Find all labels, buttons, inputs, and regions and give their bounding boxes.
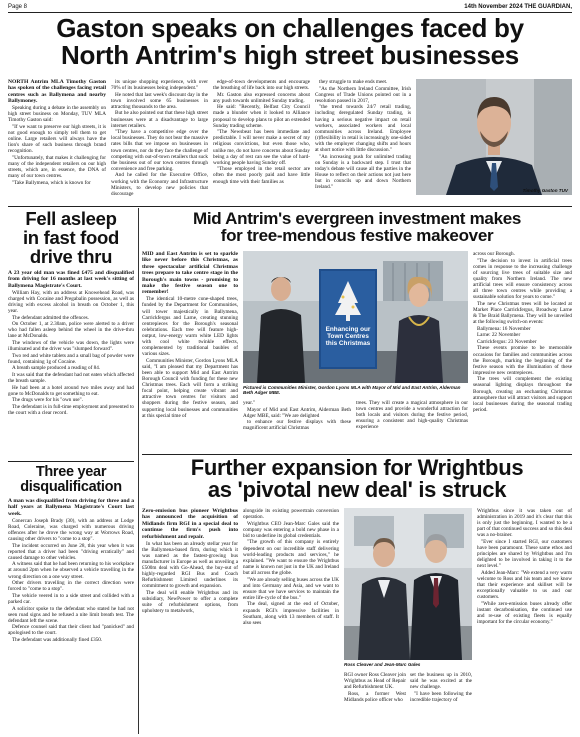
- paragraph: A witness said that he had been returning to his workplace at around 2pm when he observed a vehicle travelling in the wrong direction on a one way street.: [8, 561, 134, 580]
- story-lead: NORTH Antrim MLA Timothy Gaston has spoken of the challenges facing retail centres such as Ballymena and nearby Ballymoney.: [8, 79, 106, 105]
- issue-date: 14th November 2024 THE GUARDIAN,: [464, 4, 572, 10]
- paragraph: These events promise to be memorable occasions for families and communities across the Borough, marking the beginning of the festive season with the illumination of these impressive new centrepieces.: [473, 345, 572, 376]
- paragraph: Ballymena: 16 November: [477, 325, 531, 332]
- paragraph: "An increasing push for unlimited trading on Sunday is a backward step. I trust that today's debate will cause all the parties in the House to reflect on their actions not just here but in councils up and down Northern Ireland.": [315, 153, 411, 191]
- story1-col1: [8, 79, 106, 203]
- column-divider: [138, 208, 139, 734]
- left-divider: [8, 461, 134, 462]
- paragraph: "the trend towards 24/7 retail trading, including deregulated Sunday trading, is having a serious negative impact on retail workers, associated workers and local communities across Ireland. Employee (r)flexibility in retail is increasingly one-sided with the employer changing shifts and hours at short notice with little discussion.": [315, 104, 411, 154]
- paragraph: It was said that the defendant had not eaten which affected the breath sample.: [8, 371, 134, 385]
- paragraph: A breath sample produced a reading of 84.: [12, 365, 101, 372]
- paragraph: "While zero-emission buses already offer instant decarbonisation, the continued use and re-use of existing fleets is equally important for the circular economy.": [477, 600, 572, 626]
- story-lead: A man was disqualified from driving for three and a half years at Ballymena Magistrate's Court last week.: [8, 498, 134, 517]
- paragraph: A solicitor spoke to the defendant who stated he had not seen road signs and he refused a nite limit breath test. The defendant left the scene.: [8, 605, 134, 624]
- gaston-photo: [416, 79, 572, 195]
- headline-line: disqualification: [20, 479, 122, 496]
- headline-line: in fast food: [22, 226, 120, 248]
- paragraph: The vehicle veered in to a side street and collided with a parked car.: [8, 592, 134, 605]
- headline-gaston: [8, 15, 572, 68]
- paragraph: The defendant was additionally fined £350.: [12, 637, 103, 643]
- paragraph: "I have been following the incredible trajectory of: [410, 690, 472, 703]
- headline-line: North Antrim's high street businesses: [61, 39, 519, 70]
- people-with-banner-image: [243, 251, 468, 383]
- headline-three-year: [8, 465, 134, 495]
- paragraph: "The decision to invest in artificial trees comes in response to the increasing challenge of sourcing live trees of suitable size and quality from Northern Ireland. The new artificial trees will ensure consistency across all three town centres while providing a sustainable solution for years to come.": [473, 257, 572, 301]
- paragraph: Speaking during a debate in the assembly on high street business on Monday, TUV MLA Timothy Gaston said:: [8, 105, 106, 124]
- story-lead: Zero-emission bus pioneer Wrightbus has announced the acquisition of Midlands firm RGI in a special deal to continue the firm's push into refurbishment and repair.: [142, 508, 238, 540]
- wrightbus-photo-caption: Ross Cleaver and Jean-Marc Gales: [344, 662, 421, 667]
- paragraph: The defendant is in full-time employment and presented to the court with a clear record.: [8, 403, 134, 416]
- paragraph: He noted that last week's discount day in the town involved some 65 businesses in attracting thousands to the area.: [111, 91, 208, 110]
- story4-col3: [356, 400, 468, 452]
- christmas-photo: [243, 251, 468, 383]
- paragraph: The windows of the vehicle was down, the lights were illuminated and the driver was "slumped forward".: [8, 339, 134, 353]
- paragraph: Other drivers travelling in the correct direction were forced to "come to a stop".: [8, 580, 134, 593]
- paragraph: On October 1, at 2.30am, police were alerted to a driver who had fallen asleep behind the wheel in the drive-thru lane at McDonalds.: [8, 321, 134, 340]
- paragraph: The defendant admitted the offences.: [12, 314, 89, 321]
- photo-caption: Timothy Gaston TUV: [522, 187, 568, 193]
- paragraph: Conercan Joseph Brady (30), with an address at Lodge Road, Coleraine, was charged with numerous driving offences after he drove the wrong way at Worrows Road, causing other drivers to "come to a stop".: [8, 517, 134, 542]
- paragraph: "If we want to preserve our high streets, it is not good enough to simply tell them to get online. Large retailers will always have the lion's share of such business through brand recognition.: [8, 123, 106, 155]
- story-lead: MID and East Antrim is set to sparkle like never before this Christmas, as three spectacular artificial Christmas trees prepare to take centre stage in the Borough's main towns - promising to make the festive season one to remember!: [142, 251, 238, 296]
- headline-fell-asleep: [8, 210, 134, 267]
- paragraph: Larne: 22 November: [477, 332, 521, 339]
- paragraph: "Unfortunately, that makes it challenging for many of the independent retailers on our high streets, which are, in essence, the DNA of many of our town centres.: [8, 154, 106, 180]
- headline-line: for tree-mendous festive makeover: [220, 226, 494, 246]
- story1-col2: [111, 79, 208, 203]
- paragraph: its unique shopping experience, with over 70% of its businesses being independent.": [111, 79, 208, 92]
- paragraph: Two red and white tablets and a small bag of powder were found, containing 1g of Cocaine.: [8, 352, 134, 365]
- headline-line: Further expansion for Wrightbus: [190, 455, 524, 480]
- story4-col2: [243, 400, 351, 452]
- paragraph: "Take Ballymena, which is known for: [12, 179, 91, 186]
- paragraph: "Ever since I started RGI, our customers have been paramount. These same ethos and principles are shared by Wrightbus and I'm delighted to be involved in taking it to the next level.": [477, 538, 572, 570]
- paragraph: Wrightbus since it was taken out of administration in 2019 and it's clear that this is only just the beginning. I wanted to be a part of that continued success and so this deal was a no-brainer.: [477, 508, 572, 539]
- paragraph: Added Jean-Marc: "We extend a very warm welcome to Ross and his team and we know that their experience and skillset will be exceptionally valuable to us and our customers.: [477, 569, 572, 601]
- paragraph: And he called for the Executive Office, working with the Economy and Infrastructure Ministers, to develop new policies that discourage: [111, 172, 208, 197]
- headline-mid-antrim: [142, 210, 572, 245]
- paragraph: across our Borough.: [473, 251, 515, 257]
- story5-col3: [344, 672, 406, 734]
- paragraph: He had been at a hotel around two miles away and had gone to McDonalds to get something to eat.: [8, 384, 134, 397]
- paragraph: The deal, signed at the end of October, expands RGI's impressive facilities in Southam, along with 13 members of staff. It also sees: [243, 601, 339, 626]
- story1-col3: [213, 79, 310, 203]
- paragraph: In what has been an already stellar year for the Ballymena-based firm, during which it was named as the fastest-growing bus manufacturer in Europe as well as unveiling a £500m deal with Go-Ahead, the buy-out of highly-regarded RGI Bus and Coach Refurbishment Limited underlines its commitment to growth and expansion.: [142, 540, 238, 590]
- paragraph: set the business up in 2010, said he was excited at the new challenge.: [410, 672, 472, 691]
- paragraph: William Hay, with an address at Knowehead Road, was charged with Cocaine and Pregabalin possession, as well as driving with excess alcohol in breath on October 1, this year.: [8, 289, 134, 314]
- paragraph: But he also pointed out that these high street businesses were at a disadvantage to large internet retailers.: [111, 110, 208, 129]
- paragraph: "The growth of this company is entirely dependent on our incredible staff delivering world-leading products and services," he explained. "We want to ensure the Wrightbus name is known not just in the UK and Ireland but all across the globe.: [243, 539, 339, 576]
- paragraph: "Those employed in the retail sector are often the most poorly paid and have little enough time with their families as: [213, 166, 310, 185]
- two-men-image: [344, 508, 472, 660]
- paragraph: The new Christmas trees will be located at Market Place Carrickfergus, Broadway Larne & The Braid Ballymena. They will be unveiled at the following switch-on events:: [473, 300, 572, 326]
- headline-line: drive thru: [29, 245, 113, 267]
- headline-line: Three year: [35, 464, 107, 480]
- paragraph: "They have a competitive edge over the local businesses. They do not bear the massive rates bills that we impose on businesses in town centres, nor do they face the challenge of competing with out-of-town retailers that suck the business out of our town centres through convenience and free parking.: [111, 129, 208, 172]
- paragraph: "The Newsbeat has been immediate and predictable. I will never make a secret of my religious convictions, but even those who, unlike me, do not have concerns about Sunday being a day of rest can see the value of hard-working people having Sunday off.: [213, 129, 310, 166]
- paragraph: alongside its existing powertrain conversion operation.: [243, 508, 339, 521]
- story5-col4: [410, 672, 472, 734]
- paragraph: Mayor of Mid and East Antrim, Alderman Beth Adger MBE, said: "We are delighted: [243, 406, 351, 419]
- headline-line: Fell asleep: [25, 208, 117, 229]
- story3-body: [8, 498, 134, 734]
- paragraph: Wrightbus CEO Jean-Marc Gales said the company was entering a bold new phase in a bid to underline its global credentials.: [243, 520, 339, 539]
- story5-col5: [477, 508, 572, 734]
- paragraph: Mr. Gaston also expressed concerns about any push towards unlimited Sunday trading.: [213, 91, 310, 104]
- headline-line: Mid Antrim's evergreen investment makes: [192, 209, 522, 228]
- paragraph: Carrickfergus: 23 November: [477, 338, 537, 345]
- headline-line: Gaston speaks on challenges faced by: [56, 13, 524, 43]
- story2-body: [8, 270, 134, 458]
- paragraph: He said: "Recently, Belfast City Council made a blunder when it looked to Alliance proposal to develop plans to pilot an extended Sunday trading scheme.: [213, 104, 310, 129]
- paragraph: to enhance our festive displays with these magnificent artificial Christmas: [243, 419, 351, 432]
- portrait-image: [416, 79, 572, 195]
- story5-col1: [142, 508, 238, 734]
- paragraph: they struggle to make ends meet.: [319, 79, 388, 85]
- page-number: Page 8: [8, 4, 28, 10]
- paragraph: The identical 10-metre cone-shaped trees, funded by the Department for Communities, will tower majestically in Ballymena, Carrickfergus and Larne, creating stunning centrepieces for the Borough's seasonal celebrations. Each tree will feature high-output, low-energy warm white LED lights with cool white twinkle effects, complemented by traditional baubles of various sizes.: [142, 296, 238, 358]
- christmas-photo-caption: Pictured is Communities Minister, Gordon Lyons MLA with Mayor of Mid and East Antrim, Alderman Beth Adger MBE.: [243, 385, 461, 396]
- story-lead: A 23 year old man was fined £475 and disqualified from driving for 16 months at last week's sitting of Ballymena Magistrate's Court.: [8, 270, 134, 289]
- paragraph: "We are already selling buses across the UK and into Germany and Asia, and we want to ensure that we have services to maintain the entire life-cycle of the bus.": [243, 576, 339, 601]
- story5-col2: [243, 508, 339, 734]
- paragraph: Communities Minister, Gordon Lyons MLA said, "I am pleased that my Department has been able to support Mid and East Antrim Borough Council with funding for these new Christmas trees. Each will form a striking focal point, helping create vibrant and attractive town centres for visitors and shoppers during the festive season, and supporting local businesses and communities at this special time of: [142, 357, 238, 419]
- banner-text: Enhancing our Town Centres this Christmas: [325, 326, 371, 348]
- story1-col4: [315, 79, 411, 203]
- section-rule: [8, 206, 572, 207]
- story4-col1: [142, 251, 238, 451]
- paragraph: RGI owner Ross Cleaver join Wrightbus as Head of Repair and Refurbishment UK.: [344, 672, 406, 691]
- paragraph: The drugs were for his "own use".: [12, 397, 83, 404]
- wrightbus-photo: [344, 508, 472, 660]
- headline-line: as 'pivotal new deal' is struck: [207, 477, 507, 503]
- paragraph: Defence counsel said that their client had "panicked" and apologised to the court.: [8, 624, 134, 637]
- paragraph: Ross, a former West Midlands police officer who: [344, 690, 406, 703]
- paragraph: year.": [243, 400, 256, 406]
- story4-col4: [473, 251, 572, 451]
- paragraph: The trees will complement the existing seasonal lighting displays throughout the Borough, creating an enchanting Christmas atmosphere that will attract visitors and support local businesses during the seasonal trading period.: [473, 376, 572, 413]
- paragraph: edge-of-town developments and encourage the breathing of life back into our high streets.: [213, 79, 310, 92]
- paragraph: "As the Northern Ireland Committee, Irish Congress of Trade Unions pointed out in a resolution passed in 2017,: [315, 85, 411, 104]
- paragraph: The incident occurred on June 28, this year when it was reported that a driver had been "driving erratically" and caused damage to other vehicles.: [8, 542, 134, 561]
- paragraph: trees. They will create a magical atmosphere in our town centres and provide a wonderful attraction for both locals and visitors during the festive period, ensuring a consistent and high-quality Christmas experience: [356, 400, 468, 431]
- headline-wrightbus: [142, 457, 572, 502]
- paragraph: The deal will enable Wrightbus and its subsidiary, NewPower to offer a complete suite of refurbishment options, from upholstery to metalwork,: [142, 589, 238, 615]
